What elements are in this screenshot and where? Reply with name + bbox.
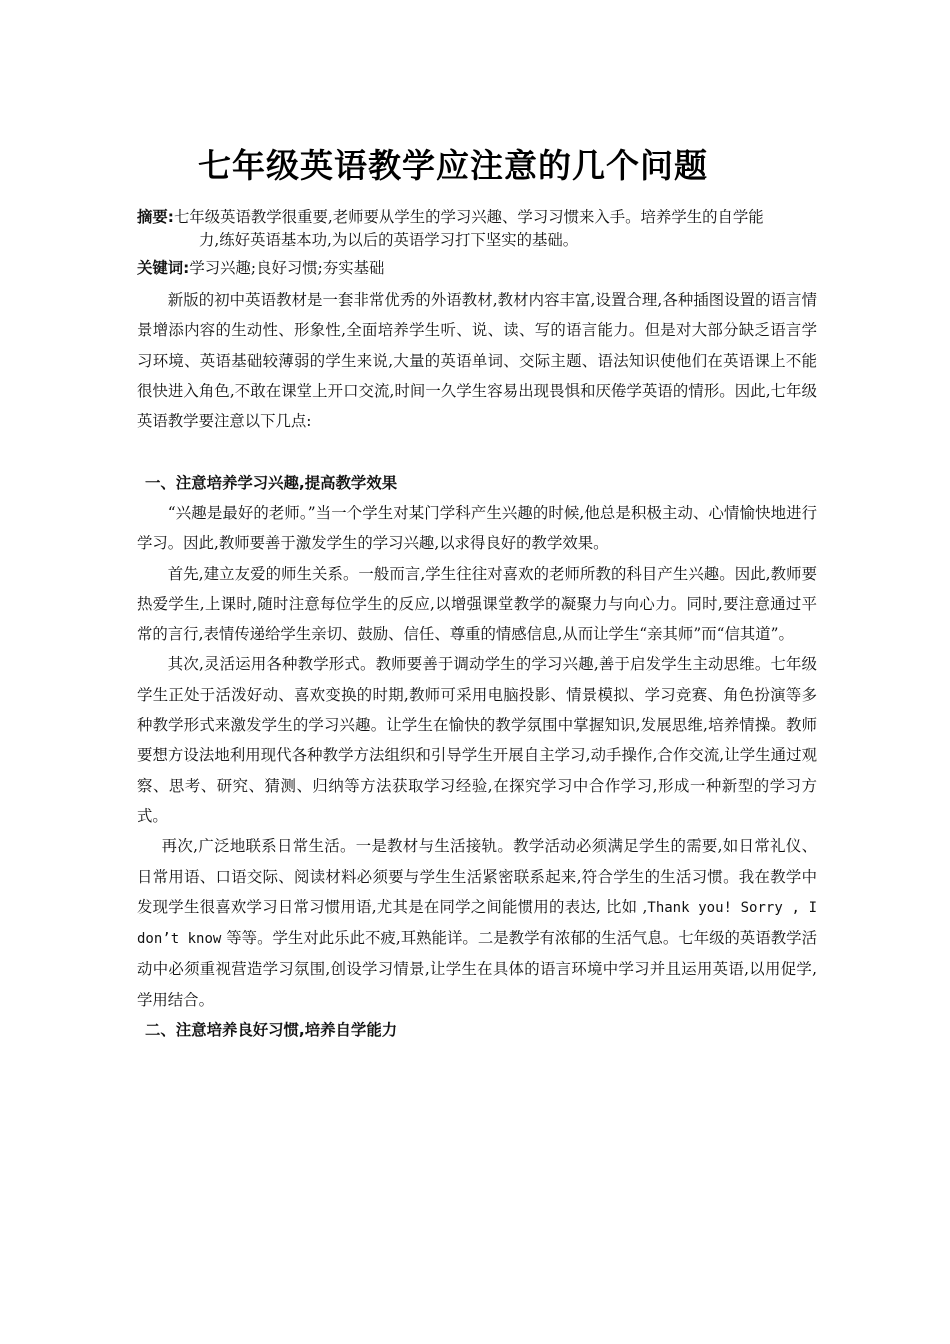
section-1-paragraph-2: 首先,建立友爱的师生关系。一般而言,学生往往对喜欢的老师所教的科目产生兴趣。因此,教师要热爱学生,上课时,随时注意每位学生的反应,以增强课堂教学的凝聚力与向心力。同时,要注意通过平常的言行,表情传递给学生亲切、鼓励、信任、尊重的情感信息,从而让学生“亲其师”而“信其道”。 (137, 564, 817, 644)
keywords (137, 257, 384, 280)
section-1 (137, 468, 817, 1045)
section-1-paragraph-3: 其次,灵活运用各种教学形式。教师要善于调动学生的学习兴趣,善于启发学生主动思维。七年级学生正处于活泼好动、喜欢变换的时期,教师可采用电脑投影、情景模拟、学习竞赛、角色扮演等多种教学形式来激发学生的学习兴趣。让学生在愉快的教学氛围中掌握知识,发展思维,培养情操。教师要想方设法地利用现代各种教学方法组织和引导学生开展自主学习,动手操作,合作交流,让学生通过观察、思考、研究、猜测、归纳等方法获取学习经验,在探究学习中合作学习,形成一种新型的学习方式。 (137, 655, 817, 825)
intro-block (137, 285, 817, 436)
english-example: Thank you! Sorry , I don’t know (137, 899, 818, 948)
section-1-paragraph-1: “兴趣是最好的老师。”当一个学生对某门学科产生兴趣的时候,他总是积极主动、心情愉快地进行学习。因此,教师要善于激发学生的学习兴趣,以求得良好的教学效果。 (137, 504, 817, 553)
section-1-paragraph-4 (137, 831, 817, 1015)
intro-paragraph: 新版的初中英语教材是一套非常优秀的外语教材,教材内容丰富,设置合理,各种插图设置的语言情景增添内容的生动性、形象性,全面培养学生听、说、读、写的语言能力。但是对大部分缺乏语言学习环境、英语基础较薄弱的学生来说,大量的英语单词、交际主题、语法知识使他们在英语课上不能很快进入角色,不敢在课堂上开口交流,时间一久学生容易出现畏惧和厌倦学英语的情形。因此,七年级英语教学要注意以下几点: (137, 291, 817, 431)
keywords-text: 学习兴趣;良好习惯;夯实基础 (189, 259, 385, 277)
section-2-heading: 二、注意培养良好习惯,培养自学能力 (145, 1021, 398, 1040)
abstract-text-2: 力,练好英语基本功,为以后的英语学习打下坚实的基础。 (199, 231, 579, 249)
section-1-heading: 一、注意培养学习兴趣,提高教学效果 (145, 474, 398, 492)
abstract-text-1: 七年级英语教学很重要,老师要从学生的学习兴趣、学习习惯来入手。培养学生的自学能 (173, 208, 764, 226)
paragraph-4-text-a: 再次,广泛地联系日常生活。一是教材与生活接轨。教学活动必须满足学生的需要,如日常礼仪、日常用语、口语交际、阅读材料必须要与学生生活紧密联系起来,符合学生的生活习惯。我在教学中发现学生很喜欢学习日常习惯用语,尤其是在同学之间能惯用的表达, 比如 , (137, 837, 817, 916)
abstract (137, 206, 817, 252)
abstract-line-1 (137, 206, 817, 229)
abstract-label: 摘要: (137, 208, 174, 226)
paragraph-4-text-b: 等等。学生对此乐此不疲,耳熟能详。二是教学有浓郁的生活气息。七年级的英语教学活动中必须重视营造学习氛围,创设学习情景,让学生在具体的语言环境中学习并且运用英语,以用促学,学用结合。 (137, 929, 817, 1009)
page-title: 七年级英语教学应注意的几个问题 (198, 146, 708, 185)
keywords-label: 关键词: (137, 259, 190, 277)
